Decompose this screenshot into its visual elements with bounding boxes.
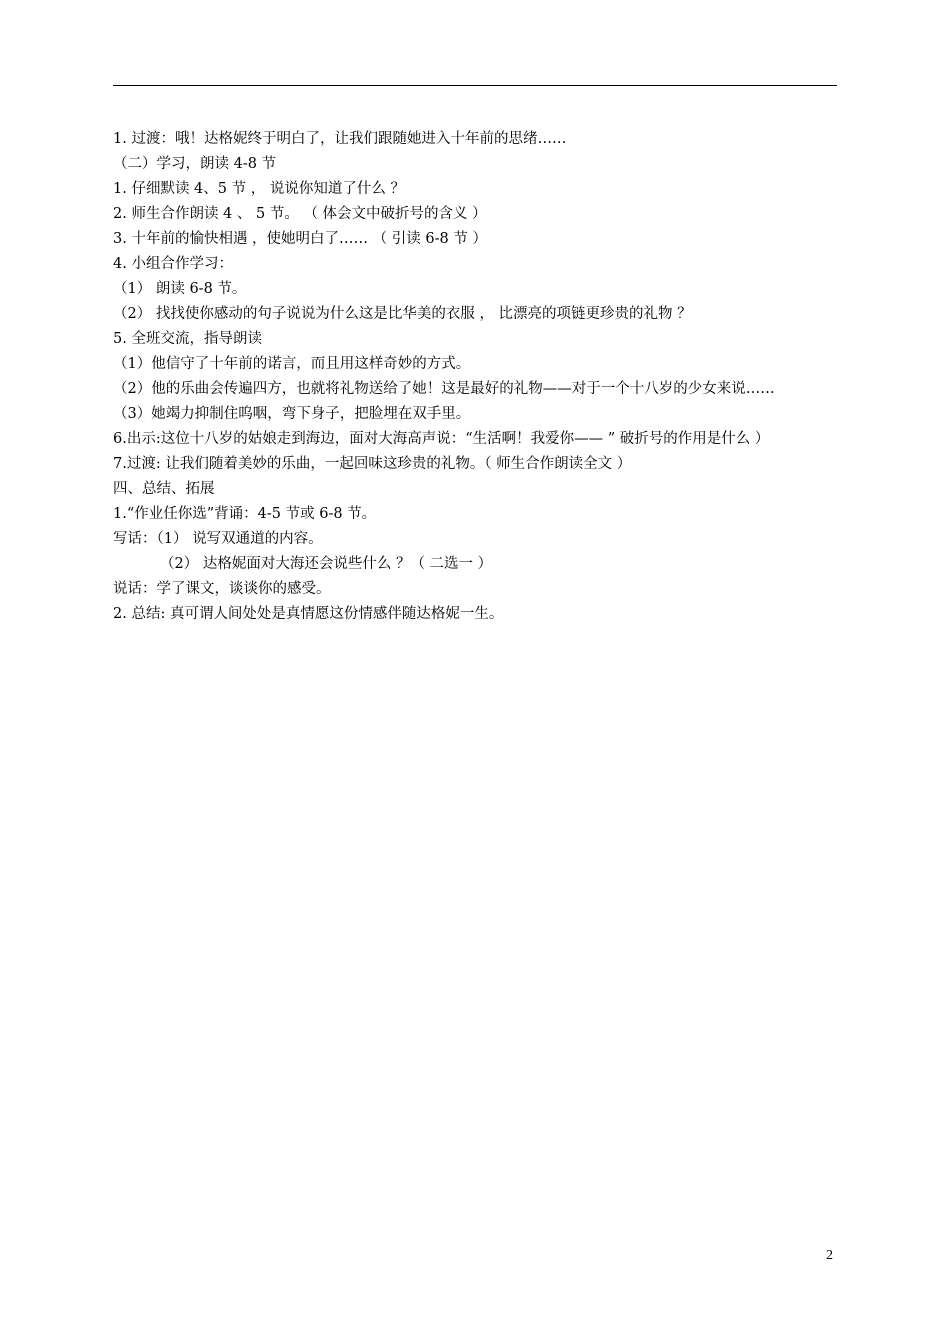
text-line: 6.出示:这位十八岁的姑娘走到海边，面对大海高声说：“生活啊！我爱你—— ” 破折号的作用是什么 ） <box>113 431 770 447</box>
text-line: 5. 全班交流，指导朗读 <box>113 331 262 347</box>
text-line: 4. 小组合作学习： <box>113 256 233 272</box>
text-line: 7.过渡: 让我们随着美妙的乐曲，一起回味这珍贵的礼物。（ 师生合作朗读全文 ） <box>113 456 632 472</box>
text-line: 写话：（1） 说写双通道的内容。 <box>113 531 323 547</box>
text-line: （2）他的乐曲会传遍四方，也就将礼物送给了她！这是最好的礼物——对于一个十八岁的少女来说…… <box>113 381 775 397</box>
section-heading: （二）学习，朗读 4-8 节 <box>113 156 277 172</box>
header-rule <box>113 85 837 86</box>
text-line: 说话：学了课文，谈谈你的感受。 <box>113 581 331 597</box>
text-line: 1. 仔细默读 4、5 节 ， 说说你知道了什么 ？ <box>113 181 405 197</box>
text-line: （3）她竭力抑制住呜咽，弯下身子，把脸埋在双手里。 <box>113 406 471 422</box>
text-line: （2） 达格妮面对大海还会说些什么 ？（ 二选一 ） <box>160 556 493 572</box>
section-heading: 四、总结、拓展 <box>113 481 215 497</box>
text-line: 1. 过渡：哦！达格妮终于明白了，让我们跟随她进入十年前的思绪…… <box>113 131 567 147</box>
text-line: 2. 总结: 真可谓人间处处是真情愿这份情感伴随达格妮一生。 <box>113 606 504 622</box>
text-line: 1.“作业任你选”背诵：4-5 节或 6-8 节。 <box>113 506 377 522</box>
text-line: （1）他信守了十年前的诺言，而且用这样奇妙的方式。 <box>113 356 471 372</box>
text-line: 3. 十年前的愉快相遇 ，使她明白了…… （ 引读 6-8 节 ） <box>113 231 487 247</box>
document-body <box>113 127 839 627</box>
text-line: 2. 师生合作朗读 4 、 5 节。 （ 体会文中破折号的含义 ） <box>113 206 487 222</box>
text-line: （1） 朗读 6-8 节。 <box>113 281 247 297</box>
page-number: 2 <box>826 1248 833 1263</box>
text-line: （2） 找找使你感动的句子说说为什么这是比华美的衣服 ， 比漂亮的项链更珍贵的礼物 ？ <box>113 306 692 322</box>
